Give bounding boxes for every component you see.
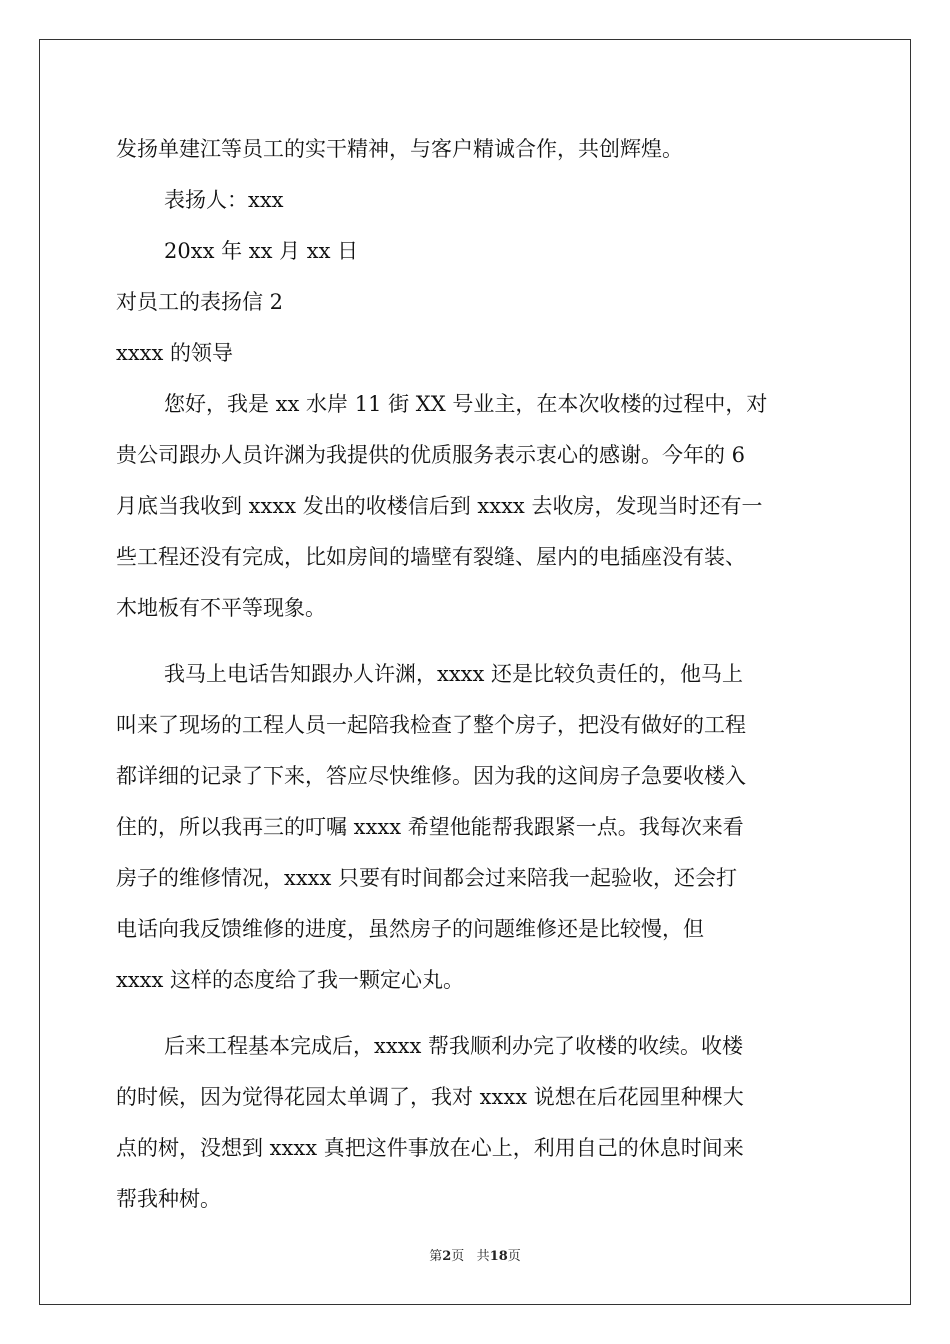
text-line: 帮我种树。 bbox=[116, 1187, 221, 1211]
text-line: 月底当我收到 xxxx 发出的收楼信后到 xxxx 去收房，发现当时还有一 bbox=[116, 494, 763, 518]
text-line: 叫来了现场的工程人员一起陪我检查了整个房子，把没有做好的工程 bbox=[116, 713, 746, 737]
total-pages: 18 bbox=[489, 1249, 508, 1264]
text-line: xxxx 这样的态度给了我一颗定心丸。 bbox=[116, 968, 465, 992]
paragraph-gap bbox=[116, 1006, 836, 1021]
page-number: 2 bbox=[442, 1249, 452, 1264]
text-line: 贵公司跟办人员许渊为我提供的优质服务表示衷心的感谢。今年的 6 bbox=[116, 443, 746, 467]
text-line: 后来工程基本完成后，xxxx 帮我顺利办完了收楼的收续。收楼 bbox=[164, 1034, 744, 1058]
date-line: 20xx 年 xx 月 xx 日 bbox=[164, 239, 359, 263]
text-line: 我马上电话告知跟办人许渊，xxxx 还是比较负责任的，他马上 bbox=[164, 662, 744, 686]
total-suffix: 页 bbox=[507, 1249, 521, 1264]
text-line: 些工程还没有完成，比如房间的墙壁有裂缝、屋内的电插座没有装、 bbox=[116, 545, 746, 569]
text-line: 您好，我是 xx 水岸 11 街 XX 号业主，在本次收楼的过程中，对 bbox=[164, 392, 768, 416]
text-line: 木地板有不平等现象。 bbox=[116, 596, 326, 620]
signature-label: 表扬人：xxx bbox=[164, 188, 284, 212]
text-line: 都详细的记录了下来，答应尽快维修。因为我的这间房子急要收楼入 bbox=[116, 764, 746, 788]
salutation: xxxx 的领导 bbox=[116, 341, 234, 365]
text-line: 住的，所以我再三的叮嘱 xxxx 希望他能帮我跟紧一点。我每次来看 bbox=[116, 815, 744, 839]
text-line: 点的树，没想到 xxxx 真把这件事放在心上，利用自己的休息时间来 bbox=[116, 1136, 744, 1160]
text-line: 发扬单建江等员工的实干精神，与客户精诚合作，共创辉煌。 bbox=[116, 137, 683, 161]
text-line: 电话向我反馈维修的进度，虽然房子的问题维修还是比较慢，但 bbox=[116, 917, 704, 941]
letter-title: 对员工的表扬信 2 bbox=[116, 290, 284, 314]
document-body bbox=[116, 124, 836, 1225]
text-line: 房子的维修情况，xxxx 只要有时间都会过来陪我一起验收，还会打 bbox=[116, 866, 738, 890]
page-prefix: 第 bbox=[429, 1249, 443, 1264]
paragraph-gap bbox=[116, 634, 836, 649]
total-prefix: 共 bbox=[476, 1249, 490, 1264]
page-footer bbox=[0, 1248, 950, 1266]
text-line: 的时候，因为觉得花园太单调了，我对 xxxx 说想在后花园里种棵大 bbox=[116, 1085, 744, 1109]
page-suffix: 页 bbox=[451, 1249, 465, 1264]
